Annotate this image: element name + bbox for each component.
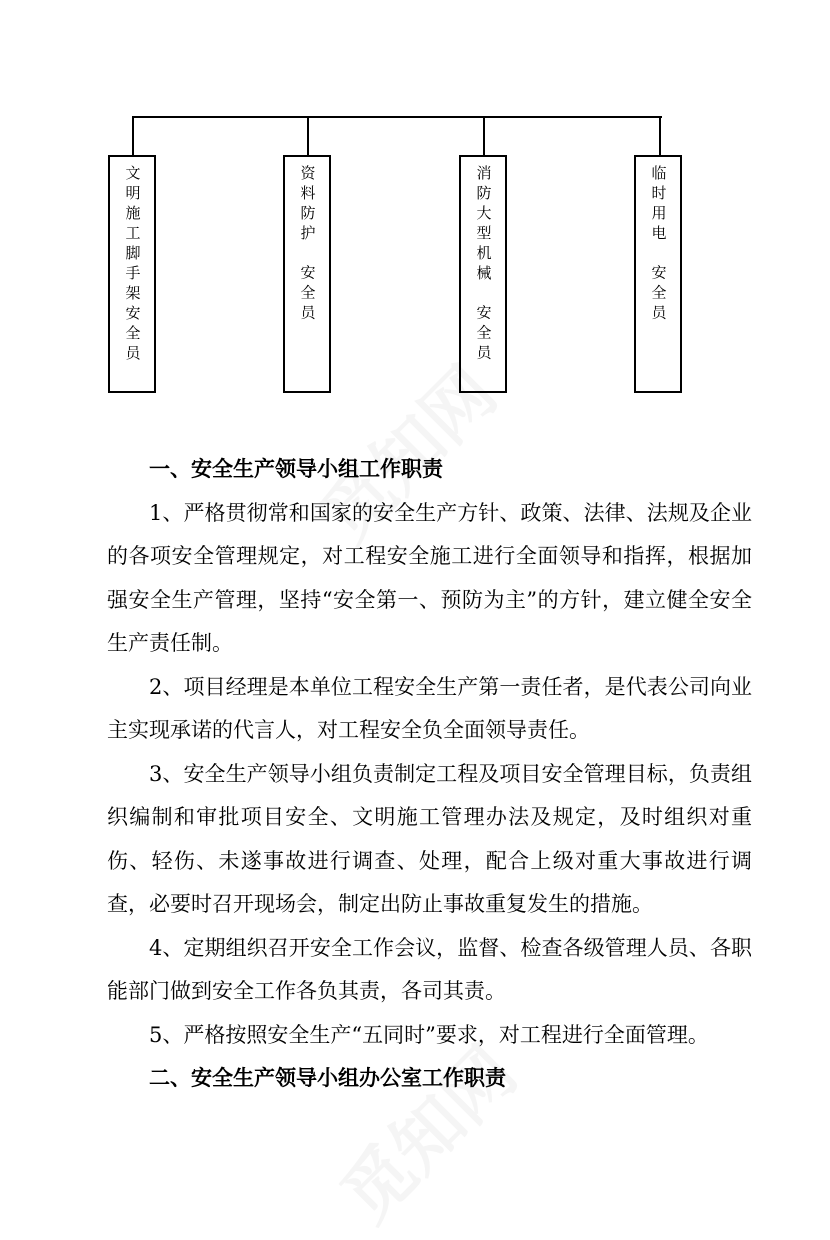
document-body — [107, 448, 752, 1101]
paragraph: 2、项目经理是本单位工程安全生产第一责任者，是代表公司向业主实现承诺的代言人，对工程安全负全面领导责任。 — [107, 674, 752, 742]
org-chart-connector — [132, 116, 134, 155]
paragraph: 3、安全生产领导小组负责制定工程及项目安全管理目标，负责组织编制和审批项目安全、文明施工管理办法及规定，及时组织对重伤、轻伤、未遂事故进行调查、处理，配合上级对重大事故进行调查，必要时召开现场会，制定出防止事故重复发生的措施。 — [107, 761, 752, 916]
paragraph: 4、定期组织召开安全工作会议，监督、检查各级管理人员、各职能部门做到安全工作各负其责，各司其责。 — [107, 935, 752, 1003]
org-box-fire-large-machinery-safety — [459, 155, 507, 393]
org-box-label: 文明施工脚手架安全员 — [123, 165, 142, 365]
org-chart-connector — [483, 116, 485, 155]
org-box-label: 消防大型机械 安全员 — [474, 165, 493, 365]
org-box-documents-protection-safety — [283, 155, 331, 393]
org-chart-top-line — [133, 116, 662, 118]
org-box-temporary-electricity-safety — [634, 155, 682, 393]
section-heading: 一、安全生产领导小组工作职责 — [149, 457, 443, 481]
paragraph: 5、严格按照安全生产“五同时”要求，对工程进行全面管理。 — [149, 1022, 709, 1047]
section-heading: 二、安全生产领导小组办公室工作职责 — [149, 1066, 506, 1090]
org-box-civilized-construction-scaffold-safety — [108, 155, 156, 393]
paragraph: 1、严格贯彻常和国家的安全生产方针、政策、法律、法规及企业的各项安全管理规定，对工程安全施工进行全面领导和指挥，根据加强安全生产管理，坚持“安全第一、预防为主”的方针，建立健全安全生产责任制。 — [107, 500, 752, 655]
org-box-label: 临时用电 安全员 — [649, 165, 668, 325]
org-box-label: 资料防护 安全员 — [298, 165, 317, 325]
org-chart-connector — [659, 116, 661, 155]
org-chart-connector — [307, 116, 309, 155]
